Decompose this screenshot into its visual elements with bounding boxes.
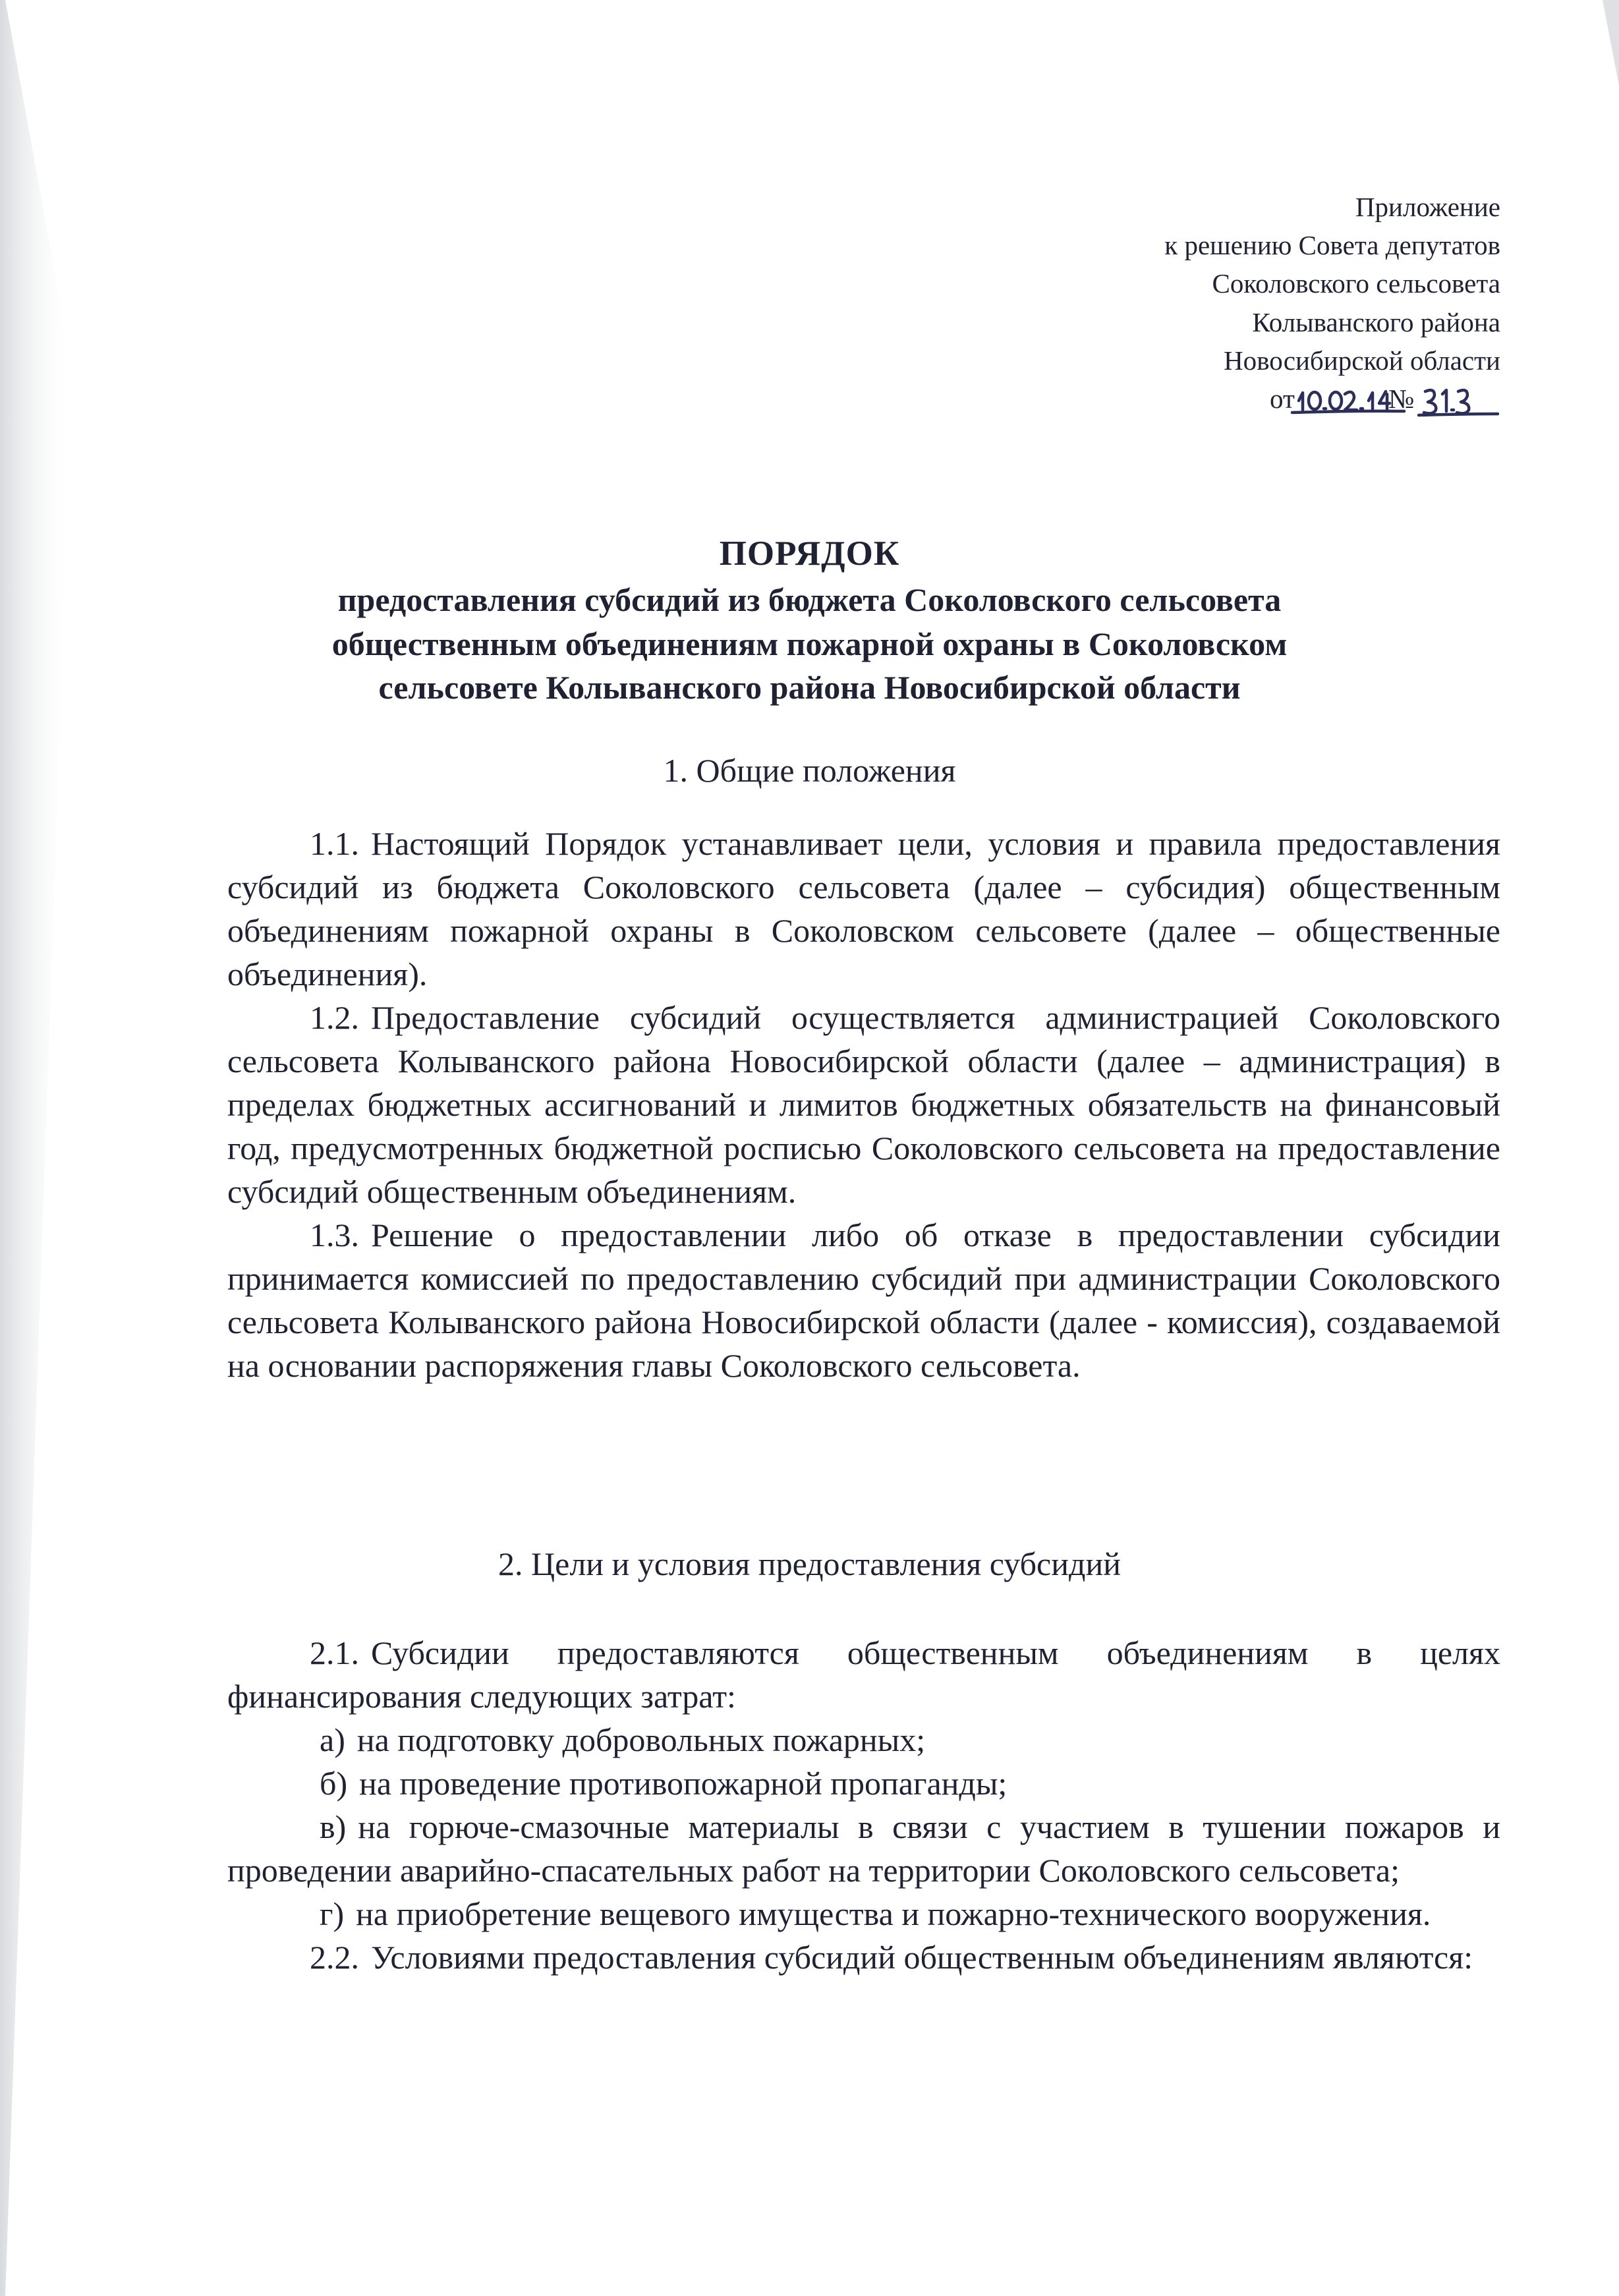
list-item-c — [227, 1805, 1500, 1892]
appendix-header — [1164, 188, 1500, 428]
paragraph-number: 1.3. — [310, 1217, 359, 1253]
list-item-marker: а) — [320, 1721, 345, 1758]
appendix-district-line: Колыванского района — [1252, 306, 1500, 337]
list-item-text: на проведение противопожарной пропаганды; — [359, 1765, 1008, 1802]
paragraph-text: Настоящий Порядок устанавливает цели, условия и правила предоставления субсидий из бюджета Соколовского сельсовета (далее – субсидия) общественным объединениям пожарной охраны в Соколовском сельсовете (далее – общественные объединения). — [227, 825, 1500, 992]
paragraph-text: Субсидии предоставляются общественным объединениям в целях финансирования следующих затрат: — [227, 1634, 1500, 1715]
paragraph-2-1 — [227, 1631, 1500, 1718]
list-item-marker: б) — [320, 1765, 348, 1802]
list-item-marker: в) — [320, 1808, 347, 1845]
appendix-decision-line: к решению Совета депутатов — [1164, 230, 1500, 261]
title-line-3: сельсовете Колыванского района Новосибирской области — [378, 669, 1241, 706]
section-2-heading: 2. Цели и условия предоставления субсидий — [498, 1545, 1121, 1582]
list-item-text: на приобретение вещевого имущества и пожарно-технического вооружения. — [356, 1895, 1431, 1932]
paragraph-number: 1.1. — [310, 825, 359, 862]
paragraph-2-2 — [227, 1936, 1500, 1979]
paragraph-text: Условиями предоставления субсидий общественным объединениям являются: — [371, 1939, 1473, 1976]
appendix-date-line — [1164, 380, 1500, 428]
list-item-text: на подготовку добровольных пожарных; — [356, 1721, 926, 1758]
date-prefix: от — [1270, 384, 1295, 415]
handwritten-date-number — [1270, 380, 1500, 418]
appendix-region-line: Новосибирской области — [1224, 345, 1500, 376]
scan-corner-shadow — [1566, 0, 1619, 86]
list-item-d — [227, 1892, 1500, 1936]
paragraph-number: 1.2. — [310, 999, 359, 1036]
list-item-a — [227, 1718, 1500, 1762]
list-item-marker: г) — [320, 1895, 345, 1932]
paragraph-number: 2.1. — [310, 1634, 359, 1671]
paragraph-text: Решение о предоставлении либо об отказе в предоставлении субсидии принимается комиссией по предоставлению субсидий при администрации Соколовского сельсовета Колыванского района Новосибирской области (далее - комиссия), создаваемой на основании распоряжения главы Соколовского сельсовета. — [227, 1217, 1500, 1384]
number-sign: № — [1388, 384, 1415, 415]
list-item-b — [227, 1762, 1500, 1805]
section-1-heading: 1. Общие положения — [663, 752, 956, 789]
title-line-1: предоставления субсидий из бюджета Соколовского сельсовета — [337, 581, 1282, 619]
list-item-text: на горюче-смазочные материалы в связи с участием в тушении пожаров и проведении аварийно-спасательных работ на территории Соколовского сельсовета; — [227, 1808, 1500, 1889]
handwriting-strokes — [1290, 374, 1507, 420]
appendix-title: Приложение — [1355, 192, 1500, 222]
scan-edge-shadow — [0, 0, 79, 2296]
title-main: ПОРЯДОК — [719, 534, 900, 573]
section-1-body — [227, 822, 1500, 1387]
document-title — [0, 531, 1619, 710]
paragraph-number: 2.2. — [310, 1939, 359, 1976]
paragraph-1-1 — [227, 822, 1500, 996]
appendix-council-line: Соколовского сельсовета — [1212, 268, 1500, 299]
paragraph-1-2 — [227, 996, 1500, 1213]
title-line-2: общественным объединениям пожарной охраны в Соколовском — [331, 625, 1288, 662]
paragraph-text: Предоставление субсидий осуществляется администрацией Соколовского сельсовета Колыванского района Новосибирской области (далее – администрация) в пределах бюджетных ассигнований и лимитов бюджетных обязательств на финансовый год, предусмотренных бюджетной росписью Соколовского сельсовета на предоставление субсидий общественным объединениям. — [227, 999, 1500, 1210]
section-2-body — [227, 1631, 1500, 1979]
paragraph-1-3 — [227, 1213, 1500, 1387]
